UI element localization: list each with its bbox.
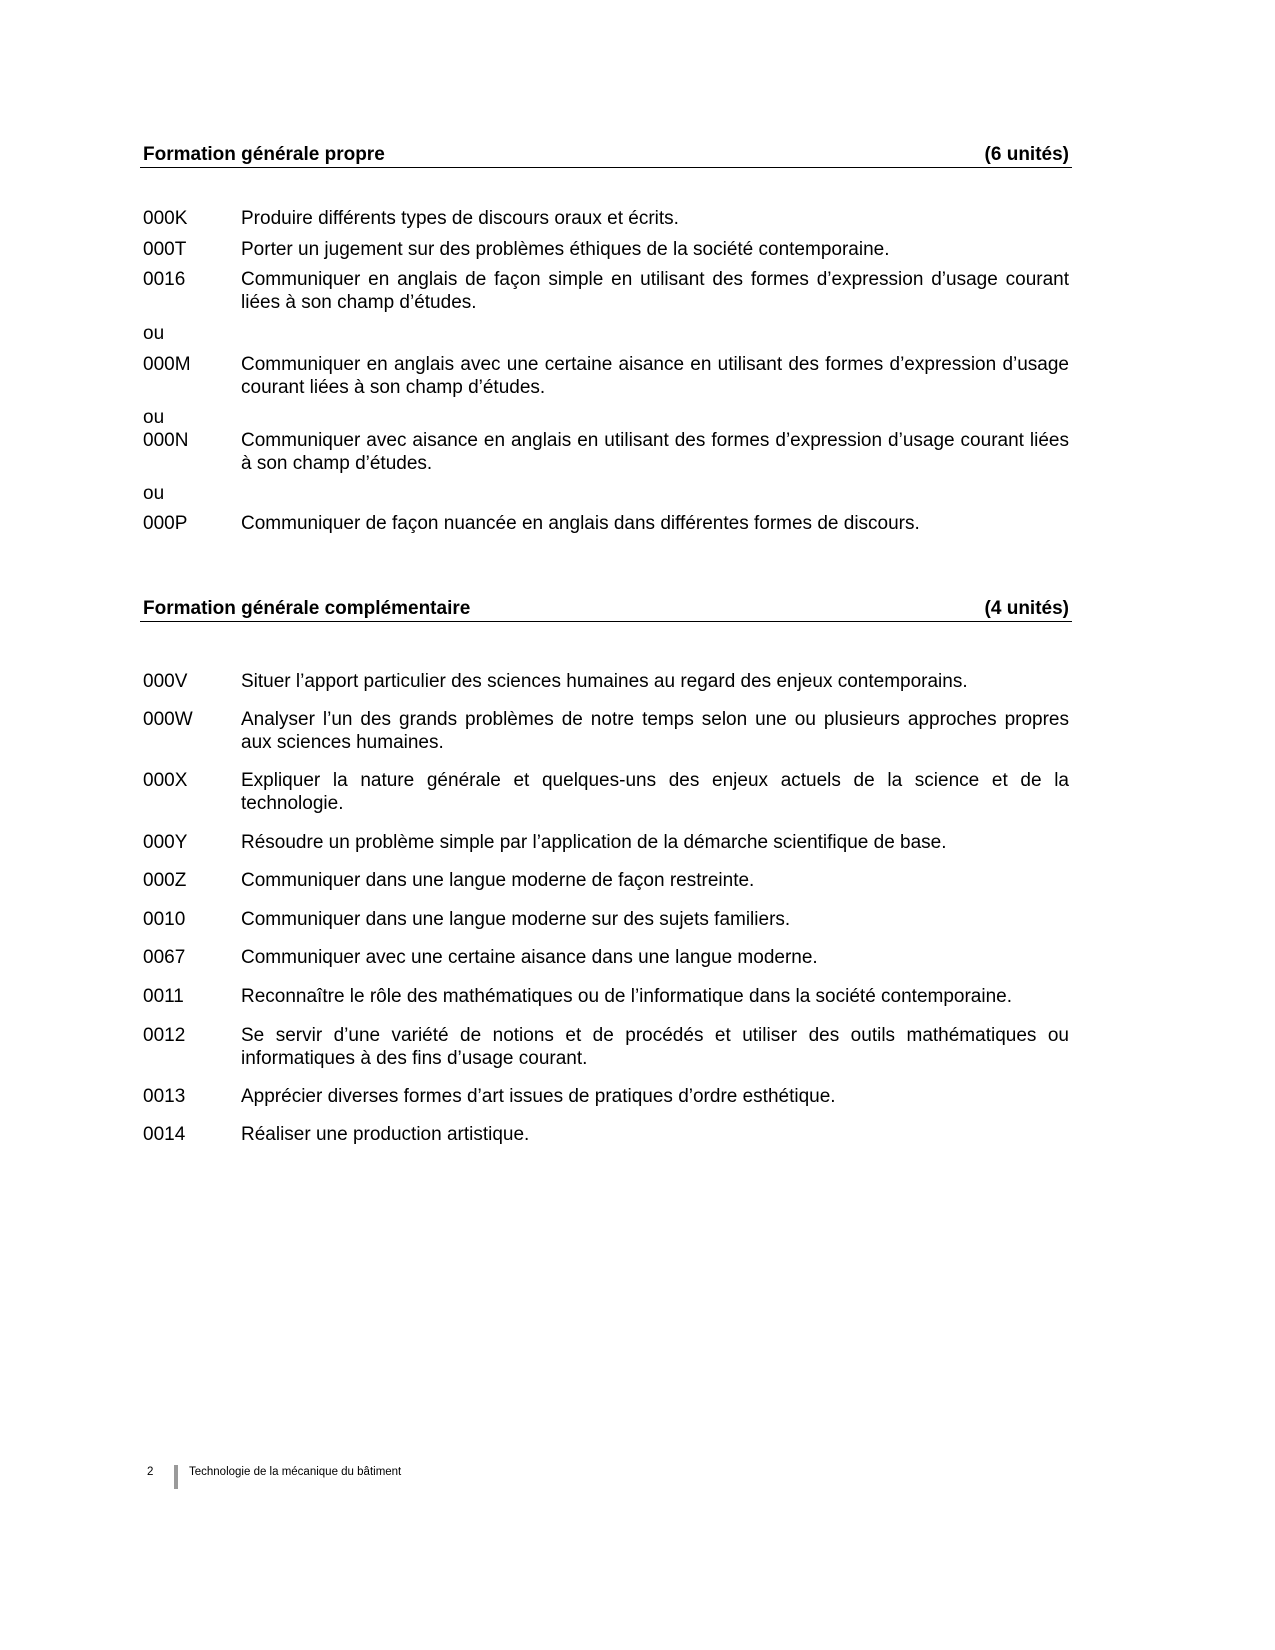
competency-text: Produire différents types de discours oraux et écrits. xyxy=(241,208,679,229)
competency-text: Situer l’apport particulier des sciences humaines au regard des enjeux contemporains. xyxy=(241,671,968,692)
competency-code: 000K xyxy=(143,208,188,229)
or-label: ou xyxy=(143,407,165,428)
competency-code: 000M xyxy=(143,354,191,375)
competency-code: 0011 xyxy=(143,986,184,1007)
competency-text: Communiquer dans une langue moderne sur des sujets familiers. xyxy=(241,909,791,930)
competency-text: Communiquer avec une certaine aisance dans une langue moderne. xyxy=(241,947,818,968)
competency-code: 000Y xyxy=(143,832,188,853)
competency-text: Communiquer avec aisance en anglais en utilisant des formes d’expression d’usage courant liées à son champ d’études. xyxy=(241,430,1069,474)
competency-text: Reconnaître le rôle des mathématiques ou de l’informatique dans la société contemporaine. xyxy=(241,986,1013,1007)
section-rule xyxy=(140,621,1072,622)
competency-code: 0016 xyxy=(143,269,186,290)
competency-text: Analyser l’un des grands problèmes de notre temps selon une ou plusieurs approches propres aux sciences humaines. xyxy=(241,709,1069,753)
competency-text: Résoudre un problème simple par l’application de la démarche scientifique de base. xyxy=(241,832,947,853)
competency-code: 0012 xyxy=(143,1025,186,1046)
competency-code: 0013 xyxy=(143,1086,186,1107)
footer-title: Technologie de la mécanique du bâtiment xyxy=(189,1466,402,1478)
competency-text: Réaliser une production artistique. xyxy=(241,1124,530,1145)
competency-code: 0014 xyxy=(143,1124,186,1145)
competency-code: 000N xyxy=(143,430,189,451)
or-label: ou xyxy=(143,483,165,504)
section-title: Formation générale propre xyxy=(143,144,385,165)
competency-text: Apprécier diverses formes d’art issues de pratiques d’ordre esthétique. xyxy=(241,1086,836,1107)
section-units: (4 unités) xyxy=(984,598,1069,619)
section-title: Formation générale complémentaire xyxy=(143,598,471,619)
competency-code: 000V xyxy=(143,671,188,692)
page-number: 2 xyxy=(147,1466,154,1478)
competency-code: 000Z xyxy=(143,870,187,891)
competency-text: Communiquer dans une langue moderne de façon restreinte. xyxy=(241,870,755,891)
competency-text: Communiquer en anglais de façon simple en utilisant des formes d’expression d’usage courant liées à son champ d’études. xyxy=(241,269,1069,313)
competency-code: 0010 xyxy=(143,909,186,930)
section-units: (6 unités) xyxy=(984,144,1069,165)
competency-text: Expliquer la nature générale et quelques-uns des enjeux actuels de la science et de la technologie. xyxy=(241,770,1069,814)
competency-text: Communiquer en anglais avec une certaine aisance en utilisant des formes d’expression d’usage courant liées à son champ d’études. xyxy=(241,354,1069,398)
competency-code: 0067 xyxy=(143,947,186,968)
competency-code: 000X xyxy=(143,770,188,791)
section-heading xyxy=(143,143,1069,166)
competency-text: Communiquer de façon nuancée en anglais dans différentes formes de discours. xyxy=(241,513,920,534)
section-heading xyxy=(143,597,1069,620)
section-rule xyxy=(140,167,1072,168)
competency-code: 000T xyxy=(143,239,187,260)
competency-code: 000W xyxy=(143,709,193,730)
competency-text: Porter un jugement sur des problèmes éthiques de la société contemporaine. xyxy=(241,239,890,260)
competency-code: 000P xyxy=(143,513,188,534)
footer-divider xyxy=(174,1465,178,1489)
competency-text: Se servir d’une variété de notions et de procédés et utiliser des outils mathématiques ou informatiques à des fins d’usage courant. xyxy=(241,1025,1069,1069)
or-label: ou xyxy=(143,323,165,344)
